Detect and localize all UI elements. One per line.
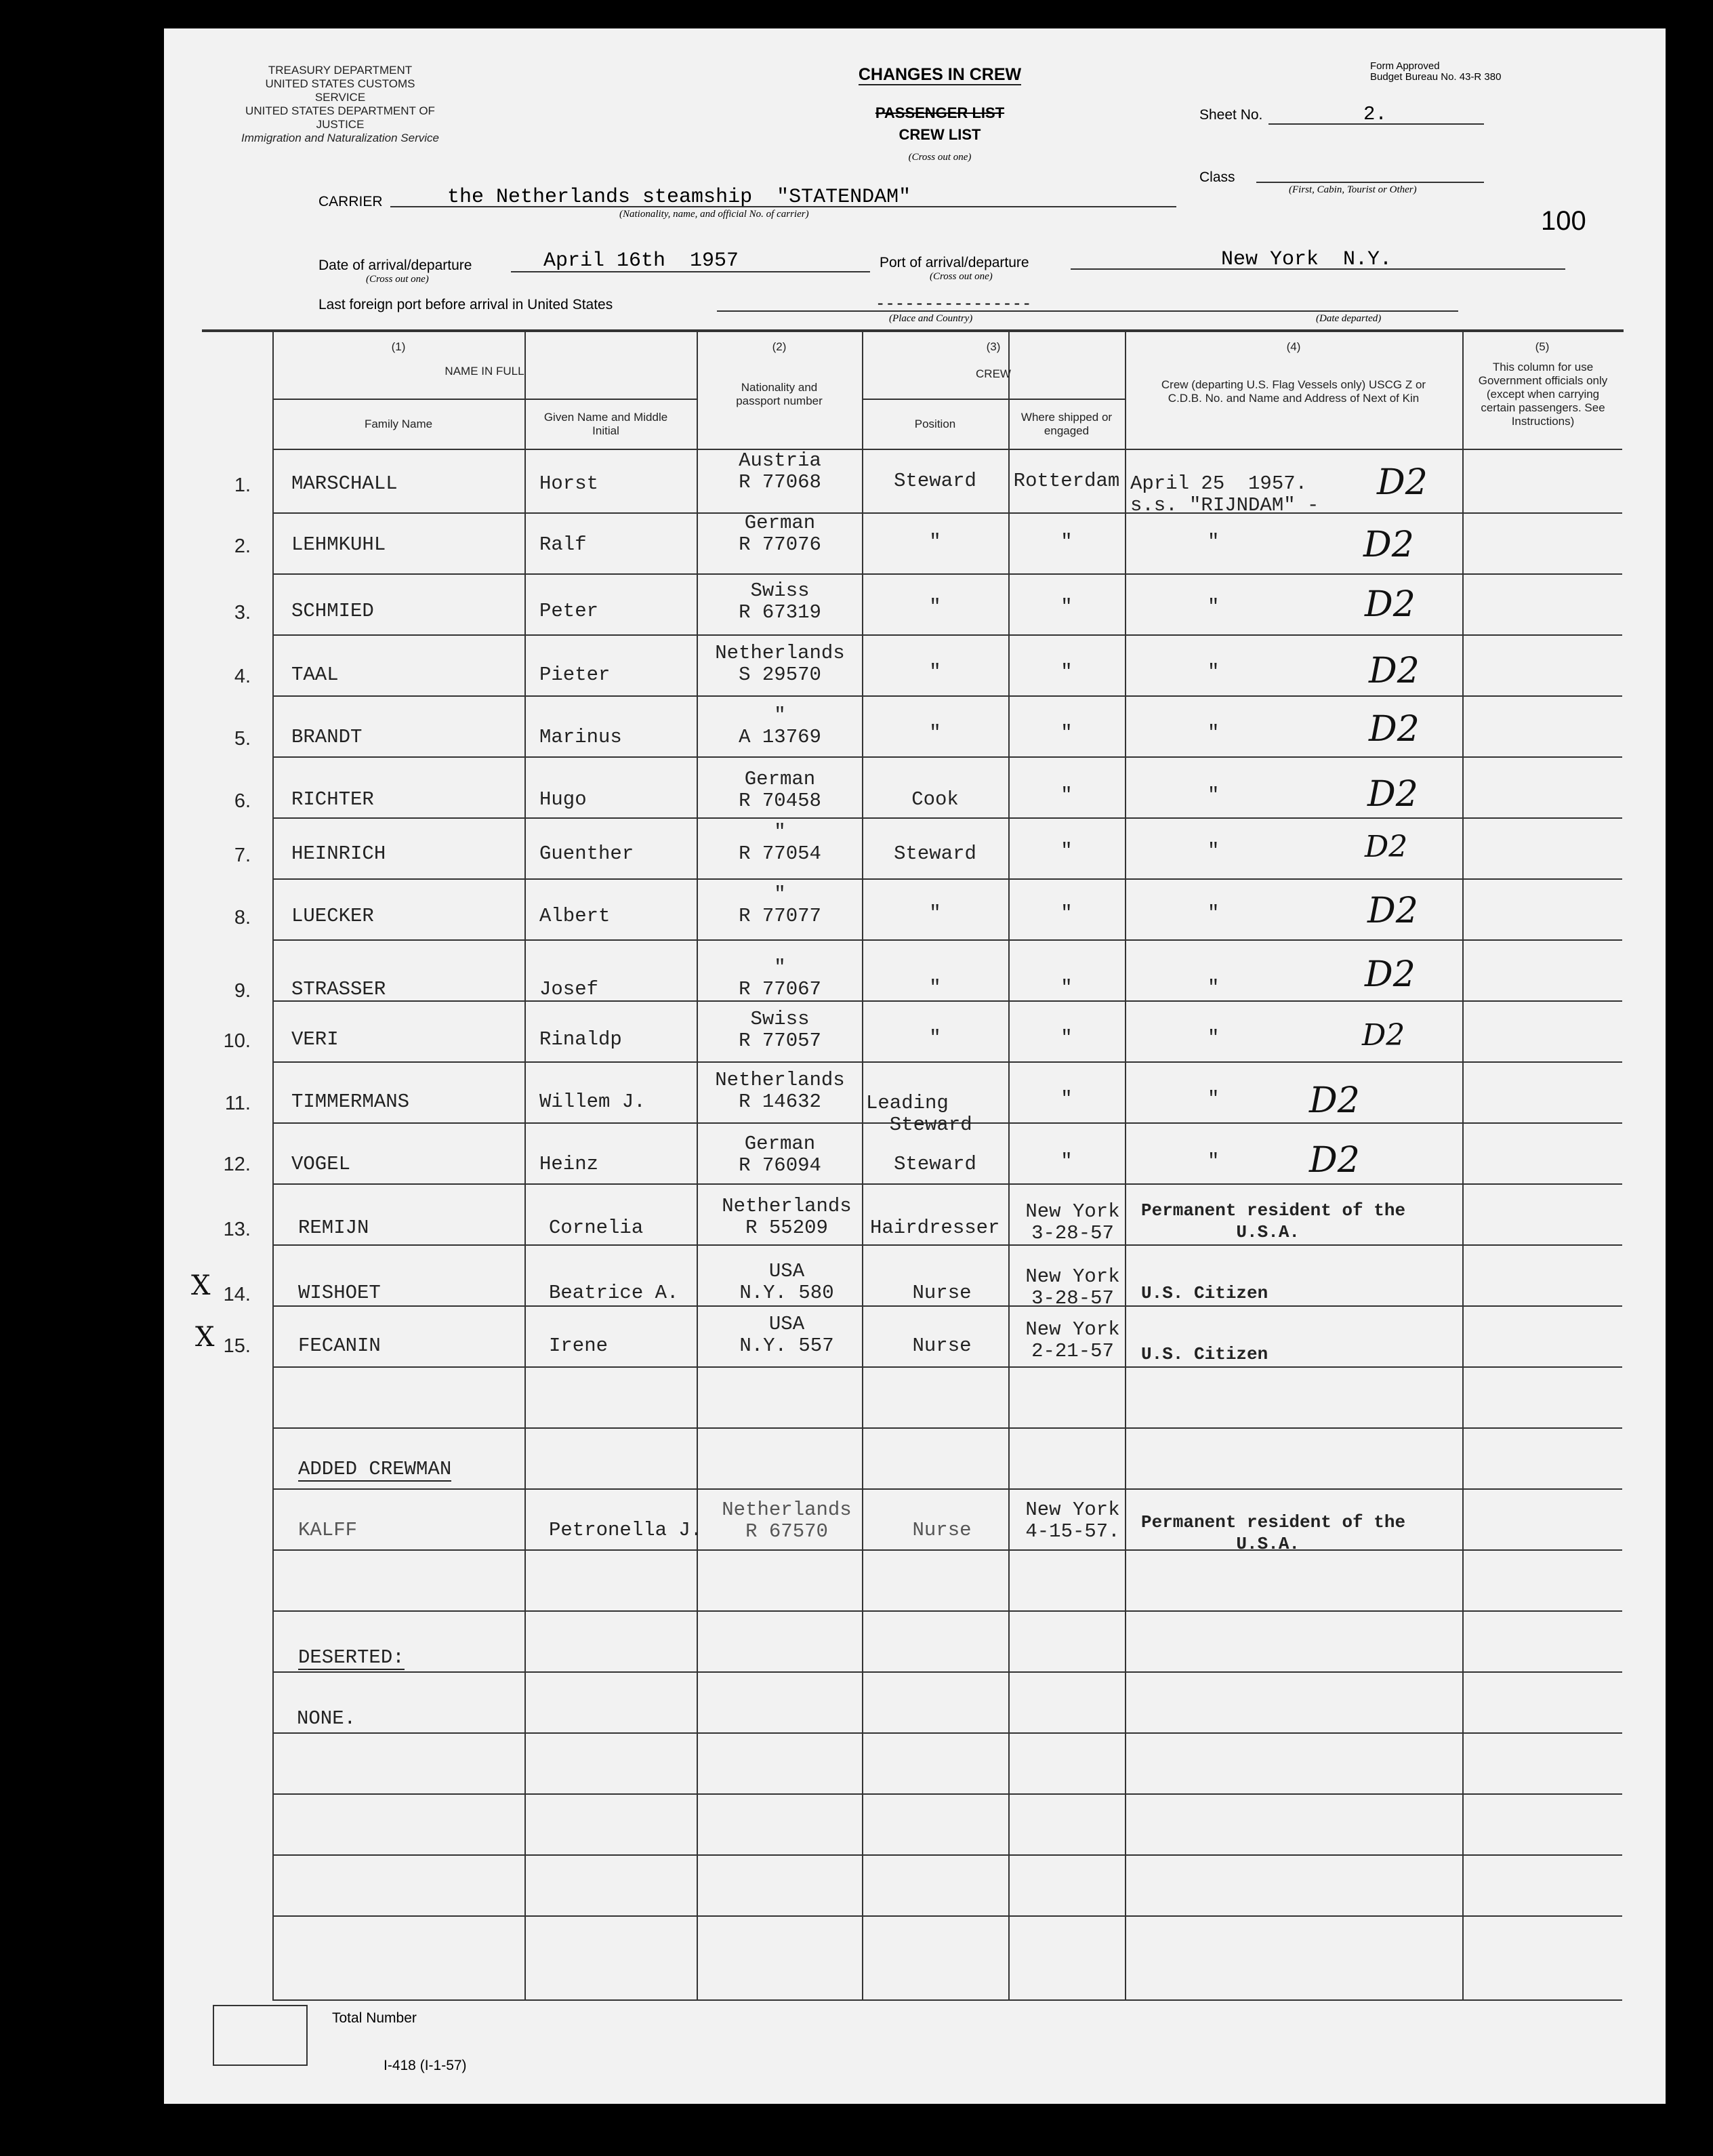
col5-title: This column for use Government officials only (except when carrying certain passengers. See Instructions): [1478, 361, 1608, 428]
next-of-kin: ": [1208, 531, 1220, 553]
col2-title: Nationality and passport number: [736, 381, 823, 407]
handwritten-mark: D2: [1365, 954, 1416, 995]
given-name: Willem J.: [539, 1091, 646, 1113]
col3-title: CREW: [976, 367, 1011, 380]
position: Nurse: [912, 1282, 972, 1304]
col3-num: (3): [986, 340, 1001, 353]
family-name: HEINRICH: [291, 842, 386, 865]
where-shipped: ": [1060, 902, 1073, 924]
agency-line: TREASURY DEPARTMENT: [268, 64, 413, 77]
given-name: Hugo: [539, 788, 587, 811]
row-number: 13.: [223, 1219, 251, 1240]
family-name: FECANIN: [298, 1335, 381, 1357]
sheet-value: 2.: [1363, 103, 1387, 125]
handwritten-mark: D2: [1363, 525, 1414, 565]
row-number: 2.: [234, 535, 251, 557]
handwritten-mark: D2: [1377, 462, 1428, 503]
nationality-passport: Swiss R 77057: [739, 1008, 821, 1052]
agency-line: UNITED STATES DEPARTMENT OF JUSTICE: [245, 104, 435, 131]
nationality-passport: " R 77077: [739, 883, 821, 927]
family-name: STRASSER: [291, 978, 386, 1000]
row-number: 4.: [234, 666, 251, 687]
given-name: Irene: [549, 1335, 608, 1357]
date-departed-hint: (Date departed): [1316, 313, 1382, 324]
row-number: 7.: [234, 845, 251, 866]
handwritten-mark: D2: [1367, 891, 1418, 931]
nationality-passport: Netherlands R 55209: [722, 1195, 852, 1239]
carrier-value: the Netherlands steamship "STATENDAM": [447, 186, 911, 209]
given-name: Rinaldp: [539, 1028, 622, 1051]
given-name: Heinz: [539, 1153, 599, 1175]
date-label: Date of arrival/departure: [318, 258, 472, 273]
position: Hairdresser: [870, 1217, 1000, 1239]
row-number: 12.: [223, 1154, 251, 1175]
nationality-passport: " R 77054: [739, 821, 821, 865]
row-number: 9.: [234, 980, 251, 1002]
given-name: Albert: [539, 905, 611, 927]
port-value: New York N.Y.: [1221, 248, 1392, 271]
col-position-header: Position: [914, 418, 956, 430]
nationality-passport: Netherlands S 29570: [715, 642, 845, 686]
margin-x-mark: X: [191, 1270, 211, 1301]
next-of-kin: Permanent resident of the U.S.A.: [1141, 1512, 1406, 1554]
family-name: MARSCHALL: [291, 472, 398, 495]
next-of-kin: U.S. Citizen: [1141, 1344, 1268, 1364]
form-title: CHANGES IN CREW: [858, 65, 1022, 84]
where-shipped: ": [1060, 1027, 1073, 1049]
date-hint: (Cross out one): [366, 274, 429, 285]
handwritten-mark: D2: [1309, 1140, 1360, 1181]
position: Steward: [894, 842, 976, 865]
next-of-kin: ": [1208, 1088, 1220, 1110]
list-type-passenger: PASSENGER LIST: [875, 104, 1005, 121]
position: ": [929, 661, 941, 683]
position: ": [929, 1027, 941, 1049]
list-type-crew: CREW LIST: [899, 126, 981, 143]
agency-line: UNITED STATES CUSTOMS SERVICE: [265, 77, 415, 104]
where-shipped: ": [1060, 531, 1073, 553]
family-name: BRANDT: [291, 726, 363, 748]
handwritten-mark: D2: [1362, 1018, 1405, 1053]
next-of-kin: ": [1208, 596, 1220, 618]
deserted-value: NONE.: [297, 1707, 356, 1730]
nationality-passport: USA N.Y. 557: [739, 1313, 834, 1357]
added-crewman-heading: ADDED CREWMAN: [298, 1458, 452, 1480]
where-shipped: New York 3-28-57: [1025, 1265, 1120, 1309]
given-name: Cornelia: [549, 1217, 644, 1239]
where-shipped: ": [1060, 784, 1073, 807]
agency-line: Immigration and Naturalization Service: [241, 131, 439, 144]
nationality-passport: " A 13769: [739, 704, 821, 748]
nationality-passport: German R 70458: [739, 768, 821, 812]
position: Nurse: [912, 1519, 972, 1541]
total-number-box: [213, 2005, 308, 2066]
position: Nurse: [912, 1335, 972, 1357]
nationality-passport: German R 77076: [739, 512, 821, 556]
col1-num: (1): [391, 340, 406, 353]
given-name: Guenther: [539, 842, 634, 865]
position: ": [929, 531, 941, 553]
position: Steward: [894, 1153, 976, 1175]
row-number: 8.: [234, 907, 251, 929]
carrier-hint: (Nationality, name, and official No. of carrier): [619, 209, 809, 220]
nationality-passport: Netherlands R 67570: [722, 1499, 852, 1543]
given-name: Beatrice A.: [549, 1282, 679, 1304]
position: Steward: [894, 470, 976, 492]
position: ": [929, 977, 941, 999]
where-shipped: Rotterdam: [1013, 470, 1120, 492]
agency-block: [239, 64, 442, 145]
row-number: 10.: [223, 1030, 251, 1052]
row-number: 11.: [224, 1093, 251, 1114]
carrier-label: CARRIER: [318, 194, 383, 209]
handwritten-mark: D2: [1369, 709, 1420, 750]
row-number: 5.: [234, 728, 251, 750]
where-shipped: ": [1060, 596, 1073, 618]
where-shipped: ": [1060, 840, 1073, 862]
next-of-kin: ": [1208, 1150, 1220, 1173]
col5-num: (5): [1535, 340, 1550, 353]
col-given-header: Given Name and Middle Initial: [543, 411, 668, 437]
col1-title: NAME IN FULL: [445, 365, 524, 378]
next-of-kin: ": [1208, 977, 1220, 999]
handwritten-mark: D2: [1365, 830, 1408, 864]
next-of-kin: ": [1208, 722, 1220, 744]
where-shipped: New York 3-28-57: [1025, 1200, 1120, 1244]
col-family-header: Family Name: [364, 418, 433, 430]
where-shipped: ": [1060, 977, 1073, 999]
col-where-header: Where shipped or engaged: [1020, 411, 1113, 437]
row-number: 3.: [234, 602, 251, 624]
position: ": [929, 596, 941, 618]
handwritten-mark: D2: [1365, 584, 1416, 625]
position: ": [929, 902, 941, 924]
nationality-passport: USA N.Y. 580: [739, 1260, 834, 1304]
handwritten-mark: D2: [1367, 774, 1418, 815]
family-name: VERI: [291, 1028, 339, 1051]
family-name: TIMMERMANS: [291, 1091, 410, 1113]
deserted-heading: DESERTED:: [298, 1646, 405, 1669]
margin-x-mark: X: [195, 1322, 215, 1353]
family-name: TAAL: [291, 664, 339, 686]
col2-num: (2): [772, 340, 787, 353]
class-label: Class: [1199, 169, 1235, 185]
where-shipped: ": [1060, 661, 1073, 683]
total-number-label: Total Number: [332, 2010, 417, 2026]
family-name: REMIJN: [298, 1217, 369, 1239]
row-number: 6.: [234, 790, 251, 812]
family-name: SCHMIED: [291, 600, 374, 622]
row-number: 15.: [223, 1335, 251, 1357]
next-of-kin: ": [1208, 661, 1220, 683]
next-of-kin: April 25 1957. s.s. "RIJNDAM" -: [1130, 472, 1319, 516]
form-approved: Form Approved Budget Bureau No. 43-R 380: [1370, 60, 1502, 83]
port-hint: (Cross out one): [930, 271, 993, 282]
form-number: I-418 (I-1-57): [384, 2058, 467, 2073]
next-of-kin: Permanent resident of the U.S.A.: [1141, 1200, 1406, 1242]
given-name: Ralf: [539, 533, 587, 556]
next-of-kin: ": [1208, 1027, 1220, 1049]
last-port-value: ----------------: [875, 296, 1032, 314]
nationality-passport: German R 76094: [739, 1133, 821, 1177]
given-name: Horst: [539, 472, 599, 495]
family-name: RICHTER: [291, 788, 374, 811]
handwritten-mark: D2: [1309, 1080, 1360, 1121]
where-shipped: New York 2-21-57: [1025, 1318, 1120, 1362]
nationality-passport: Netherlands R 14632: [715, 1069, 845, 1113]
class-hint: (First, Cabin, Tourist or Other): [1289, 184, 1417, 195]
family-name: KALFF: [298, 1519, 358, 1541]
family-name: WISHOET: [298, 1282, 381, 1304]
next-of-kin: ": [1208, 784, 1220, 807]
row-number: 1.: [234, 474, 251, 496]
col4-title: Crew (departing U.S. Flag Vessels only) USCG Z or C.D.B. No. and Name and Address of Next of Kin: [1161, 378, 1426, 405]
crew-list-form: [164, 28, 1666, 2104]
given-name: Josef: [539, 978, 599, 1000]
position: Cook: [911, 788, 959, 811]
given-name: Marinus: [539, 726, 622, 748]
sheet-label: Sheet No.: [1199, 107, 1263, 123]
given-name: Petronella J.: [549, 1519, 703, 1541]
where-shipped: ": [1060, 1088, 1073, 1110]
family-name: LEHMKUHL: [291, 533, 386, 556]
stamp-number: 100: [1541, 206, 1586, 236]
position: ": [929, 722, 941, 744]
where-shipped: ": [1060, 722, 1073, 744]
row-number: 14.: [223, 1284, 251, 1305]
nationality-passport: Swiss R 67319: [739, 579, 821, 624]
last-port-label: Last foreign port before arrival in United States: [318, 297, 613, 312]
given-name: Peter: [539, 600, 599, 622]
next-of-kin: ": [1208, 902, 1220, 924]
where-shipped: New York 4-15-57.: [1025, 1499, 1120, 1543]
port-label: Port of arrival/departure: [880, 255, 1029, 270]
position: Leading Steward: [866, 1092, 972, 1136]
col4-num: (4): [1286, 340, 1301, 353]
nationality-passport: " R 77067: [739, 956, 821, 1000]
given-name: Pieter: [539, 664, 611, 686]
cross-out-hint: (Cross out one): [908, 152, 972, 163]
family-name: VOGEL: [291, 1153, 351, 1175]
handwritten-mark: D2: [1369, 651, 1420, 691]
nationality-passport: Austria R 77068: [739, 449, 821, 493]
where-shipped: ": [1060, 1150, 1073, 1173]
date-value: April 16th 1957: [543, 249, 739, 272]
next-of-kin: U.S. Citizen: [1141, 1283, 1268, 1303]
family-name: LUECKER: [291, 905, 374, 927]
place-hint: (Place and Country): [889, 313, 973, 324]
next-of-kin: ": [1208, 840, 1220, 862]
